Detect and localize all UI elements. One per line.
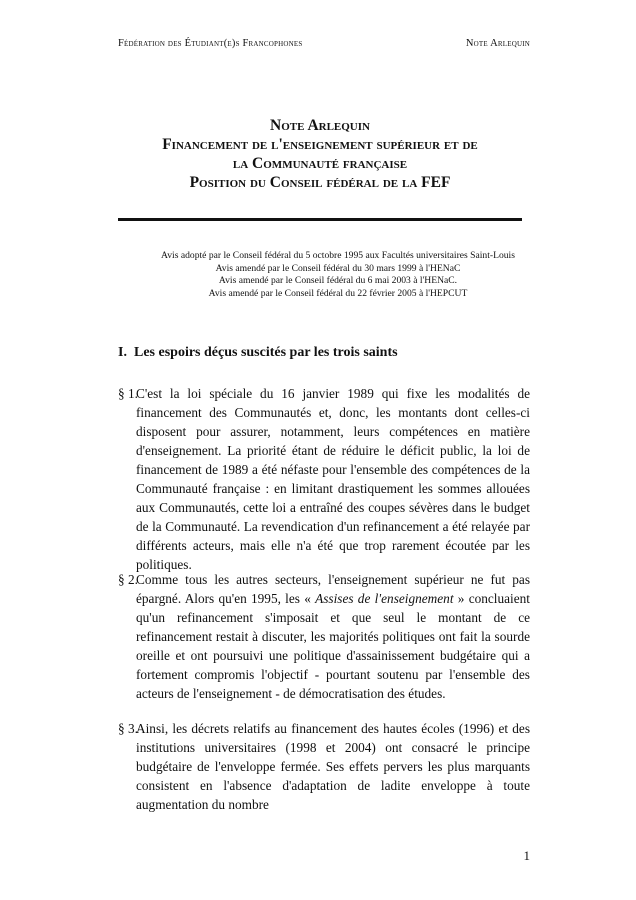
adoption-line-2: Avis amendé par le Conseil fédéral du 30 mars 1999 à l'HENaC [215,262,461,274]
paragraph-number: § 1. [118,386,138,401]
paragraph-number: § 3. [118,721,138,736]
section-title: Les espoirs déçus suscités par les trois saints [134,345,398,360]
paragraph-text-before: Comme tous les autres secteurs, l'enseignement supérieur ne fut pas épargné. Alors qu'en 1995, les « [136,572,530,606]
document-title [100,116,540,192]
paragraph-1 [118,384,530,574]
adoption-notes [140,250,536,300]
title-line-1: Note Arlequin [270,117,370,134]
paragraph-text-after: » concluaient qu'un refinancement s'imposait et que seul le montant de ce refinancement restait à discuter, les majorités politiques ont fait la sourde oreille et ont poursuivi une politique d'assainissement budgétaire qui a fortement compromis l'objectif - pourtant soutenu par l'ensemble des acteurs de l'enseignement - de démocratisation des études. [136,591,530,701]
paragraph-text: Ainsi, les décrets relatifs au financement des hautes écoles (1996) et des institutions universitaires (1998 et 2004) ont consacré le principe budgétaire de l'enveloppe fermée. Ses effets pervers les plus marquants consistent en l'absence d'adaptation de ladite enveloppe à toute augmentation du nombre [136,721,530,812]
title-divider [118,218,522,221]
paragraph-2 [118,570,530,703]
section-number: I. [118,345,127,360]
paragraph-number: § 2. [118,572,138,587]
adoption-line-3: Avis amendé par le Conseil fédéral du 6 mai 2003 à l'HENaC. [218,275,458,286]
header-organization: Fédération des Étudiant(e)s Francophones [118,38,303,49]
title-line-4: Position du Conseil fédéral de la FEF [189,174,451,191]
paragraph-text-italic: Assises de l'enseignement [315,591,454,606]
page-number: 1 [523,848,530,863]
adoption-line-1: Avis adopté par le Conseil fédéral du 5 octobre 1995 aux Facultés universitaires Saint-Louis [161,250,515,261]
title-line-2: Financement de l'enseignement supérieur et de [162,136,478,153]
header-document-name: Note Arlequin [465,38,530,49]
paragraph-3 [118,719,530,814]
paragraph-text [136,570,530,703]
running-header [118,38,530,49]
paragraph-text: C'est la loi spéciale du 16 janvier 1989 qui fixe les modalités de financement des Communautés et, donc, les montants dont celles-ci disposent pour assurer, notamment, leurs compétences en matière d'enseignement. La priorité étant de réduire le déficit public, la loi de financement de 1989 a été néfaste pour l'ensemble des compétences de la Communauté française : en limitant drastiquement les sommes allouées aux Communautés, cette loi a entraîné des coupes sévères dans le budget de la Communauté. La revendication d'un refinancement a été relayée par différents acteurs, mais elle n'a été que trop rarement écoutée par les politiques. [136,386,530,572]
title-line-3: la Communauté française [232,155,408,172]
adoption-line-4: Avis amendé par le Conseil fédéral du 22 février 2005 à l'HEPCUT [208,287,468,299]
